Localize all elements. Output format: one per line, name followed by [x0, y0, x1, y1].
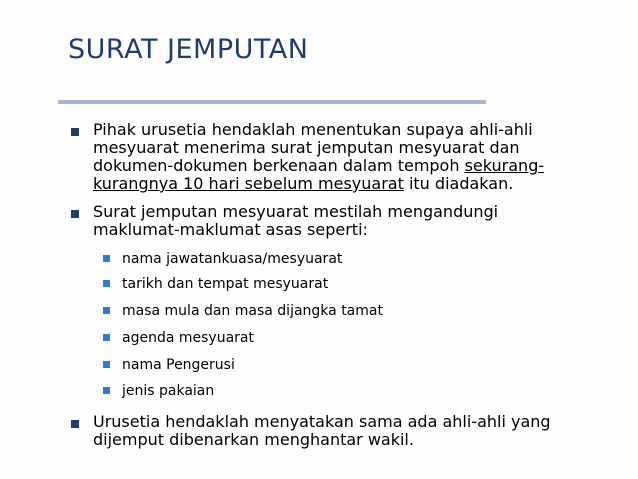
sub-item: agenda mesyuarat: [122, 330, 254, 346]
point-1-line-3: [93, 157, 613, 175]
point-2-line-1: Surat jemputan mesyuarat mestilah mengandungi: [93, 202, 499, 221]
square-bullet-icon: [71, 420, 79, 428]
point-1-line-4: [93, 175, 613, 193]
title-divider: [58, 100, 486, 104]
square-bullet-icon: [103, 280, 110, 287]
bullet-point-1: [93, 121, 613, 193]
sub-item: nama jawatankuasa/mesyuarat: [122, 251, 343, 267]
point-1-line-1: Pihak urusetia hendaklah menentukan supaya ahli-ahli: [93, 120, 533, 139]
point-1-line-4-text: itu diadakan.: [403, 174, 514, 193]
square-bullet-icon: [103, 255, 110, 262]
square-bullet-icon: [103, 387, 110, 394]
square-bullet-icon: [103, 334, 110, 341]
point-1-line-3-text: dokumen-dokumen berkenaan dalam tempoh: [93, 156, 465, 175]
bullet-point-3: [93, 413, 613, 449]
sub-item: tarikh dan tempat mesyuarat: [122, 276, 329, 292]
point-1-emphasis-start: sekurang-: [464, 156, 545, 175]
point-1-line-2: mesyuarat menerima surat jemputan mesyuarat dan: [93, 138, 520, 157]
slide-title: SURAT JEMPUTAN: [68, 34, 309, 65]
sub-item: jenis pakaian: [122, 383, 215, 399]
point-1-emphasis-end: kurangnya 10 hari sebelum mesyuarat: [93, 174, 404, 193]
square-bullet-icon: [71, 128, 79, 136]
point-3-line-2: dijemput dibenarkan menghantar wakil.: [93, 430, 414, 449]
point-3-line-1: Urusetia hendaklah menyatakan sama ada ahli-ahli yang: [93, 412, 551, 431]
bullet-point-2: [93, 203, 613, 239]
sub-item: nama Pengerusi: [122, 357, 235, 373]
square-bullet-icon: [71, 210, 79, 218]
square-bullet-icon: [103, 307, 110, 314]
square-bullet-icon: [103, 361, 110, 368]
point-2-line-2: maklumat-maklumat asas seperti:: [93, 220, 368, 239]
sub-item: masa mula dan masa dijangka tamat: [122, 303, 383, 319]
